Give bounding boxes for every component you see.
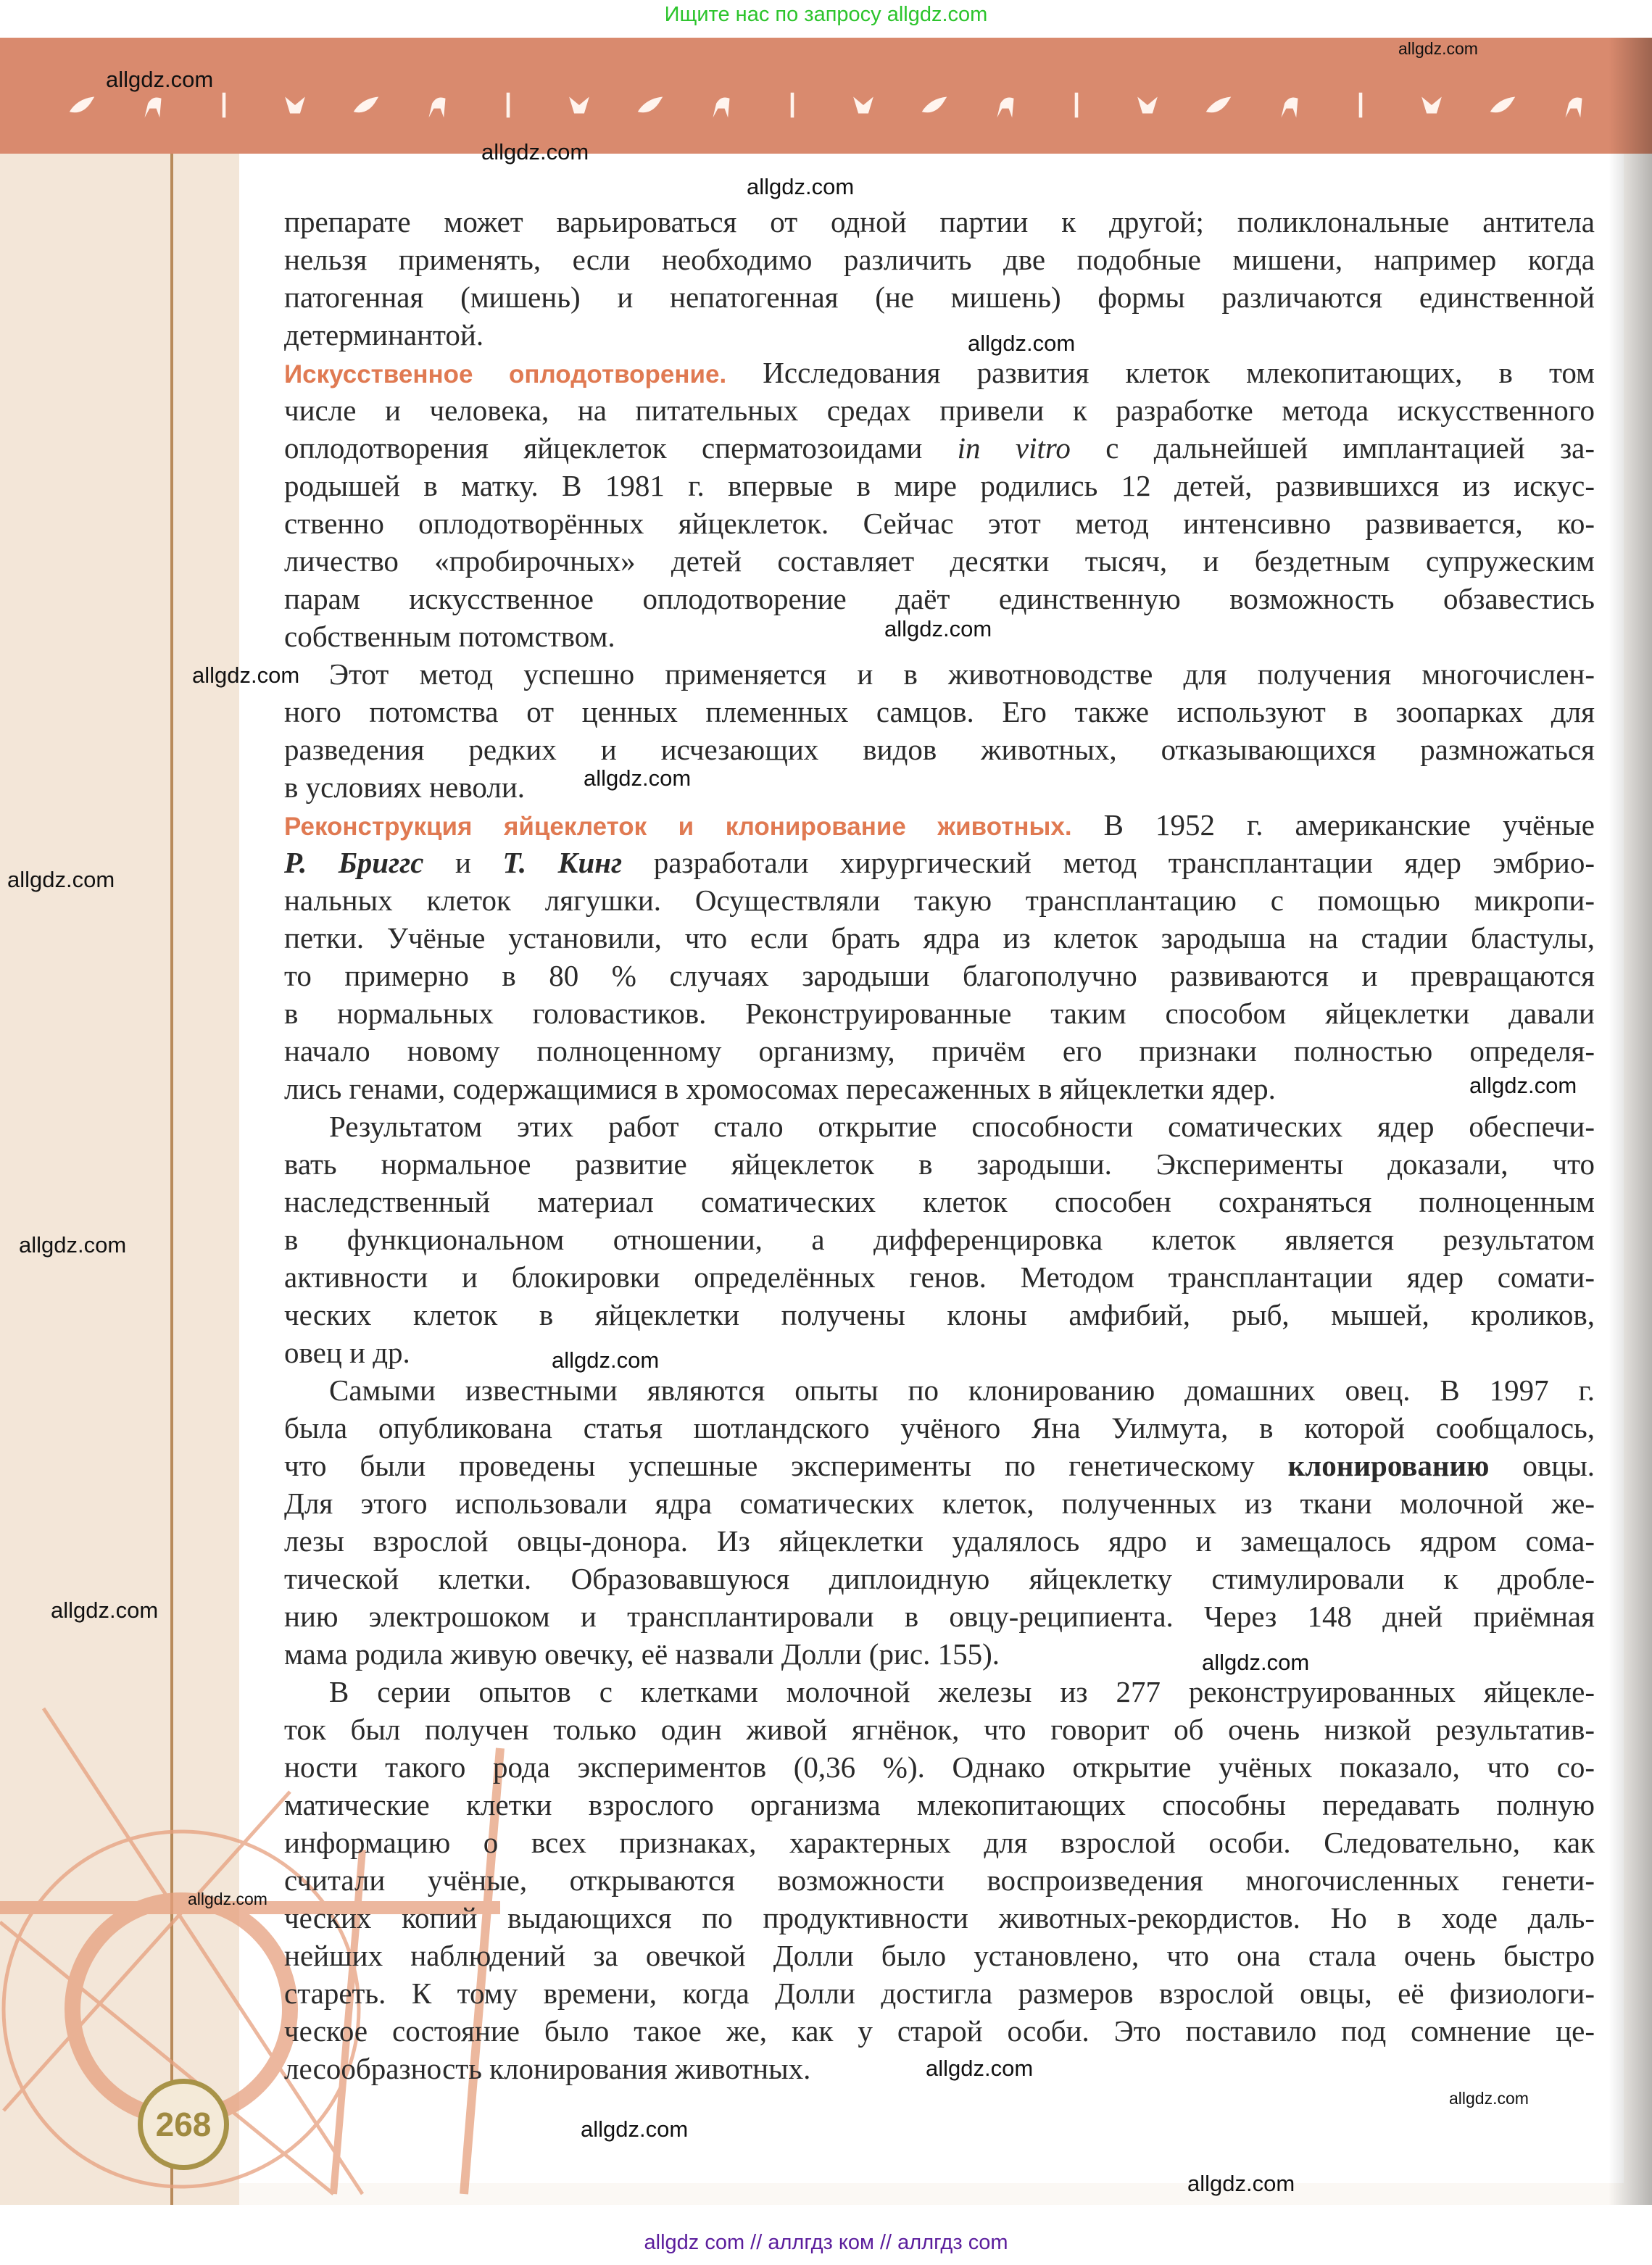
text-line [284,1899,1595,1937]
animal-silhouette-icon [705,88,738,122]
text-line [284,1258,1595,1296]
text-line [284,693,1595,731]
text-segment: В серии опытов с клетками молочной железы из 277 реконструированных яйцекле- [329,1675,1595,1708]
animal-silhouette-icon [1273,88,1306,122]
text-segment: овец и др. [284,1336,410,1369]
animal-silhouette-icon [1486,88,1519,122]
text-segment: клонированию [1287,1449,1490,1482]
text-line [284,1786,1595,1824]
text-segment: считали учёные, открываются возможности воспроизведения многочисленных генети- [284,1863,1595,1897]
text-segment: Т. Кинг [502,846,623,879]
text-line [284,1296,1595,1334]
watermark-text: allgdz.com [481,139,589,165]
text-line [284,1711,1595,1748]
text-segment: что были проведены успешные эксперименты по генетическому [284,1449,1288,1482]
animal-silhouettes-row [65,88,1590,122]
text-segment: лезы взрослой овцы-донора. Из яйцеклетки удалялось ядро и замещалось ядром сома- [284,1524,1595,1558]
text-segment: препарате может варьироваться от одной партии к другой; поликлональные антитела [284,205,1595,238]
section-heading: Искусственное оплодотворение. [284,360,727,388]
text-segment: Р. Бриггс [284,846,424,879]
text-line [284,1861,1595,1899]
animal-silhouette-icon [1060,88,1093,122]
top-search-banner[interactable]: Ищите нас по запросу allgdz.com [664,3,988,26]
text-line [284,1334,1595,1371]
text-line [284,1070,1595,1107]
text-line [284,429,1595,467]
watermark-text: allgdz.com [1469,1073,1577,1098]
watermark-text: allgdz.com [968,331,1076,356]
text-line [284,1371,1595,1409]
watermark-text: allgdz.com [581,2116,689,2142]
text-segment: Результатом этих работ стало открытие способности соматических ядер обеспечи- [329,1110,1595,1143]
watermark-text: allgdz.com [19,1232,127,1258]
bottom-site-banner[interactable]: allgdz com // аллгдз ком // аллгдз com [644,2231,1008,2254]
watermark-text: allgdz.com [926,2056,1034,2081]
text-segment: в нормальных головастиков. Реконструированные таким способом яйцеклетки давали [284,997,1595,1030]
text-segment: тической клетки. Образовавшуюся диплоидную яйцеклетку стимулировали к дробле- [284,1562,1595,1595]
text-segment: Для этого использовали ядра соматических клеток, полученных из ткани молочной же- [284,1487,1595,1520]
text-line [284,1447,1595,1484]
animal-silhouette-icon [491,88,525,122]
watermark-text: allgdz.com [51,1597,159,1623]
text-line [284,316,1595,354]
text-line [284,1824,1595,1861]
animal-silhouette-icon [420,88,454,122]
text-line [284,1409,1595,1447]
watermark-text: allgdz.com [192,662,300,688]
text-segment: вать нормальное развитие яйцеклеток в зародыши. Эксперименты доказали, что [284,1147,1595,1181]
text-segment: Этот метод успешно применяется и в животноводстве для получения многочислен- [329,657,1595,691]
text-segment: Исследования развития клеток млекопитающих, в том [726,356,1595,389]
text-segment: лись генами, содержащимися в хромосомах пересаженных в яйцеклетки ядер. [284,1072,1276,1105]
text-line [284,806,1595,844]
text-line [284,1560,1595,1597]
text-line [284,1748,1595,1786]
text-segment: мама родила живую овечку, её назвали Долли (рис. 155). [284,1637,1000,1671]
text-segment: с дальнейшей имплантацией за- [1070,431,1595,465]
watermark-text: allgdz.com [1398,39,1478,58]
watermark-text: allgdz.com [747,174,855,199]
section-heading: Реконструкция яйцеклеток и клонирование животных. [284,813,1072,841]
text-line [284,844,1595,881]
text-segment: В 1952 г. американские учёные [1071,808,1595,841]
text-line [284,354,1595,391]
watermark-text: allgdz.com [1187,2171,1295,2196]
text-segment: оплодотворения яйцеклеток сперматозоидами [284,431,958,465]
text-line [284,1221,1595,1258]
animal-silhouette-icon [634,88,667,122]
text-segment: нейших наблюдений за овечкой Долли было установлено, что она стала очень быстро [284,1939,1595,1972]
page-number: 268 [138,2079,229,2170]
text-line [284,467,1595,504]
text-line [284,278,1595,316]
text-segment: родышей в матку. В 1981 г. впервые в мире родились 12 детей, развившихся из искус- [284,469,1595,502]
text-line [284,1032,1595,1070]
text-segment: то примерно в 80 % случаях зародыши благополучно развиваются и превращаются [284,959,1595,992]
text-segment: была опубликована статья шотландского учёного Яна Уилмута, в которой сообщалось, [284,1411,1595,1445]
text-segment: ческое состояние было такое же, как у старой особи. Это поставило под сомнение це- [284,2014,1595,2048]
text-line [284,1107,1595,1145]
animal-silhouette-icon [776,88,809,122]
animal-silhouette-icon [1415,88,1448,122]
watermark-text: allgdz.com [1202,1650,1310,1675]
text-line [284,2012,1595,2050]
text-segment: матические клетки взрослого организма млекопитающих способны передавать полную [284,1788,1595,1821]
text-line [284,580,1595,618]
text-line [284,1522,1595,1560]
text-line [284,1145,1595,1183]
text-line [284,957,1595,994]
text-segment: разведения редких и исчезающих видов животных, отказывающихся размножаться [284,733,1595,766]
animal-silhouette-icon [136,88,170,122]
text-line [284,504,1595,542]
text-segment: нальных клеток лягушки. Осуществляли такую трансплантацию с помощью микропи- [284,884,1595,917]
animal-silhouette-icon [65,88,99,122]
text-line [284,241,1595,278]
animal-silhouette-icon [1557,88,1590,122]
watermark-text: allgdz.com [584,765,692,791]
text-segment: нельзя применять, если необходимо различить две подобные мишени, например когда [284,243,1595,276]
watermark-text: allgdz.com [7,867,115,892]
text-line [284,1974,1595,2012]
text-segment: разработали хирургический метод трансплантации ядер эмбрио- [622,846,1595,879]
text-line [284,1183,1595,1221]
text-segment: ности такого рода экспериментов (0,36 %). Однако открытие учёных показало, что со- [284,1750,1595,1784]
text-segment: детерминантой. [284,318,484,352]
text-segment: петки. Учёные установили, что если брать ядра из клеток зародыша на стадии бластулы, [284,921,1595,955]
text-segment: лесообразность клонирования животных. [284,2052,811,2085]
text-segment: активности и блокировки определённых генов. Методом трансплантации ядер сомати- [284,1260,1595,1294]
body-text [284,203,1595,2087]
text-segment: ственно оплодотворённых яйцеклеток. Сейчас этот метод интенсивно развивается, ко- [284,507,1595,540]
text-segment: ного потомства от ценных племенных самцов. Его также используют в зоопарках для [284,695,1595,728]
text-segment: Самыми известными являются опыты по клонированию домашних овец. В 1997 г. [329,1373,1595,1407]
text-segment: ческих копий выдающихся по продуктивности животных-рекордистов. Но в ходе даль- [284,1901,1595,1934]
watermark-text: allgdz.com [552,1347,660,1373]
animal-silhouette-icon [1131,88,1164,122]
text-segment: числе и человека, на питательных средах привели к разработке метода искусственного [284,394,1595,427]
text-segment: в функциональном отношении, а дифференцировка клеток является результатом [284,1223,1595,1256]
text-segment: in vitro [957,431,1071,465]
text-line [284,391,1595,429]
animal-silhouette-icon [918,88,951,122]
text-segment: наследственный материал соматических клеток способен сохраняться полноценным [284,1185,1595,1218]
text-line [284,1673,1595,1711]
text-segment: парам искусственное оплодотворение даёт единственную возможность обзавестись [284,582,1595,615]
animal-silhouette-icon [1202,88,1235,122]
text-line [284,1635,1595,1673]
text-line [284,881,1595,919]
watermark-text: allgdz.com [1449,2089,1529,2108]
text-segment: информацию о всех признаках, характерных для взрослой особи. Следовательно, как [284,1826,1595,1859]
text-segment: собственным потомством. [284,620,615,653]
page-edge-shadow [1609,38,1652,2205]
watermark-text: allgdz.com [106,67,214,92]
animal-silhouette-icon [847,88,880,122]
text-line [284,768,1595,806]
text-line [284,203,1595,241]
animal-silhouette-icon [1344,88,1377,122]
text-segment: нию электрошоком и трансплантировали в овцу-реципиента. Через 148 дней приёмная [284,1600,1595,1633]
text-line [284,731,1595,768]
text-line [284,542,1595,580]
text-segment: стареть. К тому времени, когда Долли достигла размеров взрослой овцы, её физиологи- [284,1977,1595,2010]
text-segment: ток был получен только один живой ягнёнок, что говорит об очень низкой результатив- [284,1713,1595,1746]
text-segment: патогенная (мишень) и непатогенная (не мишень) формы различаются единственной [284,280,1595,314]
watermark-text: allgdz.com [884,616,992,641]
animal-silhouette-icon [207,88,241,122]
text-segment: и [423,846,503,879]
animal-silhouette-icon [989,88,1022,122]
text-line [284,1937,1595,1974]
text-segment: личество «пробирочных» детей составляет десятки тысяч, и бездетным супружеским [284,544,1595,578]
text-line [284,1597,1595,1635]
text-segment: в условиях неволи. [284,770,526,804]
text-segment: ческих клеток в яйцеклетки получены клоны амфибий, рыб, мышей, кроликов, [284,1298,1595,1331]
animal-silhouette-icon [278,88,312,122]
text-line [284,994,1595,1032]
text-line [284,919,1595,957]
text-segment: овцы. [1489,1449,1595,1482]
text-line [284,655,1595,693]
text-line [284,1484,1595,1522]
watermark-text: allgdz.com [188,1890,267,1908]
text-segment: начало новому полноценному организму, причём его признаки полностью определя- [284,1034,1595,1068]
animal-silhouette-icon [563,88,596,122]
animal-silhouette-icon [349,88,383,122]
